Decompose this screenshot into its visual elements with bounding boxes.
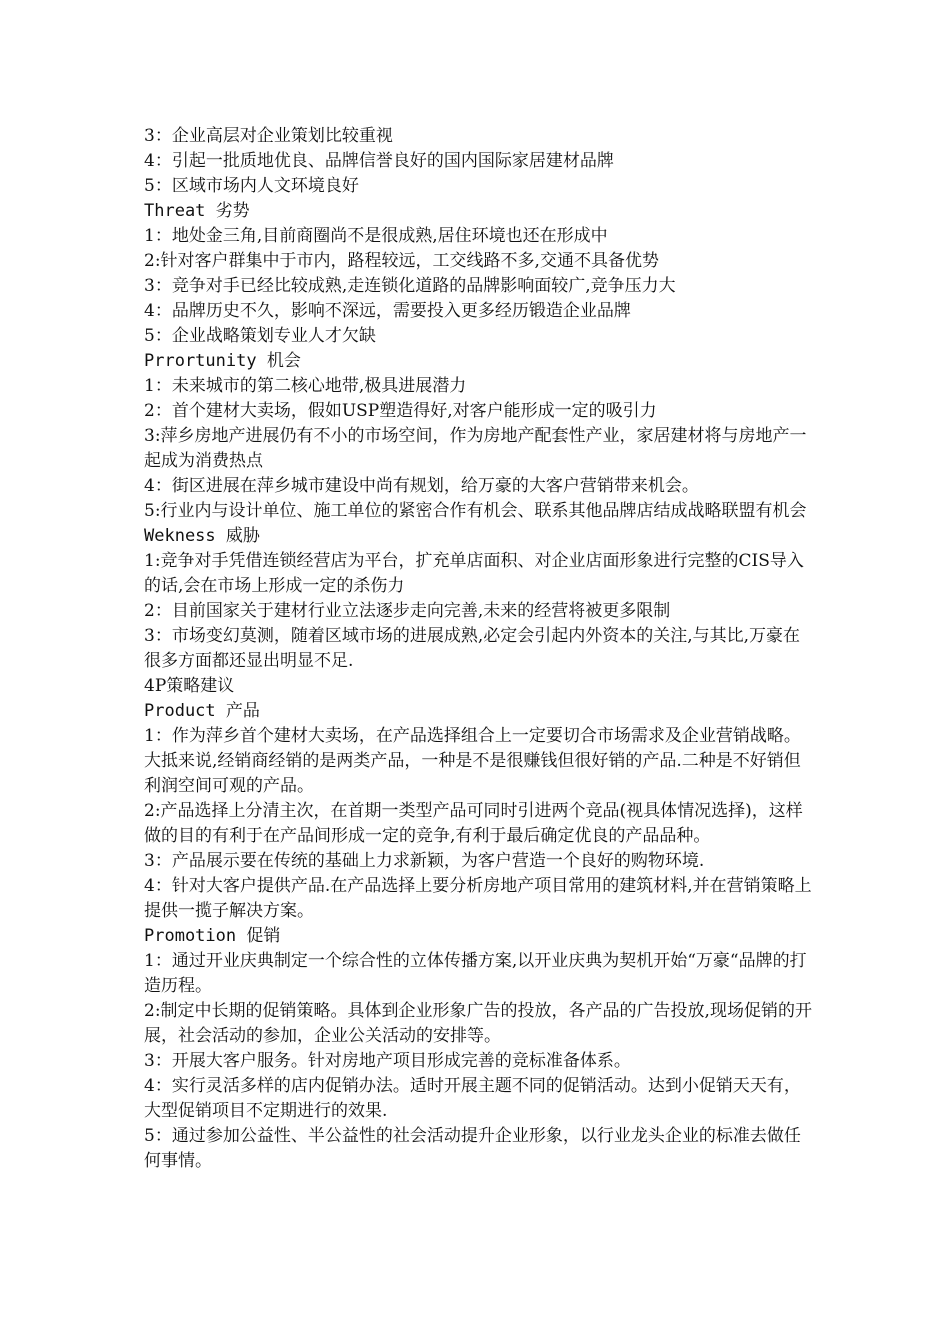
list-item: 1：未来城市的第二核心地带,极具进展潜力 [144, 376, 467, 396]
list-item: 3：产品展示要在传统的基础上力求新颖，为客户营造一个良好的购物环境. [144, 851, 705, 871]
section-heading-product: Product 产品 [144, 701, 260, 721]
list-item: 1：作为萍乡首个建材大卖场，在产品选择组合上一定要切合市场需求及企业营销战略。大抵来说,经销商经销的是两类产品，一种是不是很赚钱但很好销的产品.二种是不好销但利润空间可观的产品。 [144, 726, 801, 796]
list-item: 2:产品选择上分清主次，在首期一类型产品可同时引进两个竞品(视具体情况选择)，这样做的目的有利于在产品间形成一定的竞争,有利于最后确定优良的产品品种。 [144, 801, 803, 846]
list-item: 1:竞争对手凭借连锁经营店为平台，扩充单店面积、对企业店面形象进行完整的CIS导入的话,会在市场上形成一定的杀伤力 [144, 551, 804, 596]
section-heading-threat: Threat 劣势 [144, 201, 250, 221]
list-item: 2：首个建材大卖场，假如USP塑造得好,对客户能形成一定的吸引力 [144, 401, 657, 421]
list-item: 4：实行灵活多样的店内促销办法。适时开展主题不同的促销活动。达到小促销天天有，大型促销项目不定期进行的效果. [144, 1076, 801, 1121]
list-item: 5：企业战略策划专业人才欠缺 [144, 326, 376, 346]
list-item: 2:针对客户群集中于市内，路程较远，工交线路不多,交通不具备优势 [144, 251, 659, 271]
section-heading-promotion: Promotion 促销 [144, 926, 281, 946]
section-heading-weakness: Wekness 威胁 [144, 526, 260, 546]
list-item: 3：开展大客户服务。针对房地产项目形成完善的竞标准备体系。 [144, 1051, 631, 1071]
section-heading-opportunity: Prrortunity 机会 [144, 351, 301, 371]
list-item: 4：街区进展在萍乡城市建设中尚有规划，给万豪的大客户营销带来机会。 [144, 476, 699, 496]
list-item: 2:制定中长期的促销策略。具体到企业形象广告的投放，各产品的广告投放,现场促销的开展，社会活动的参加，企业公关活动的安排等。 [144, 1001, 812, 1046]
section-heading-4p: 4P策略建议 [144, 676, 235, 696]
list-item: 3：竞争对手已经比较成熟,走连锁化道路的品牌影响面较广,竞争压力大 [144, 276, 676, 296]
list-item: 5：区域市场内人文环境良好 [144, 176, 359, 196]
list-item: 4：针对大客户提供产品.在产品选择上要分析房地产项目常用的建筑材料,并在营销策略上提供一揽子解决方案。 [144, 876, 812, 921]
list-item: 4：品牌历史不久，影响不深远，需要投入更多经历锻造企业品牌 [144, 301, 631, 321]
list-item: 4：引起一批质地优良、品牌信誉良好的国内国际家居建材品牌 [144, 151, 614, 171]
list-item: 1：地处金三角,目前商圈尚不是很成熟,居住环境也还在形成中 [144, 226, 608, 246]
list-item: 5:行业内与设计单位、施工单位的紧密合作有机会、联系其他品牌店结成战略联盟有机会 [144, 501, 807, 521]
list-item: 3:萍乡房地产进展仍有不小的市场空间，作为房地产配套性产业，家居建材将与房地产一起成为消费热点 [144, 426, 807, 471]
list-item: 5：通过参加公益性、半公益性的社会活动提升企业形象，以行业龙头企业的标准去做任何事情。 [144, 1126, 801, 1171]
list-item: 2：目前国家关于建材行业立法逐步走向完善,未来的经营将被更多限制 [144, 601, 671, 621]
document-body [144, 124, 814, 1174]
list-item: 3：市场变幻莫测，随着区域市场的进展成熟,必定会引起内外资本的关注,与其比,万豪在很多方面都还显出明显不足. [144, 626, 801, 671]
list-item: 3：企业高层对企业策划比较重视 [144, 126, 393, 146]
list-item: 1：通过开业庆典制定一个综合性的立体传播方案,以开业庆典为契机开始“万豪“品牌的打造历程。 [144, 951, 807, 996]
